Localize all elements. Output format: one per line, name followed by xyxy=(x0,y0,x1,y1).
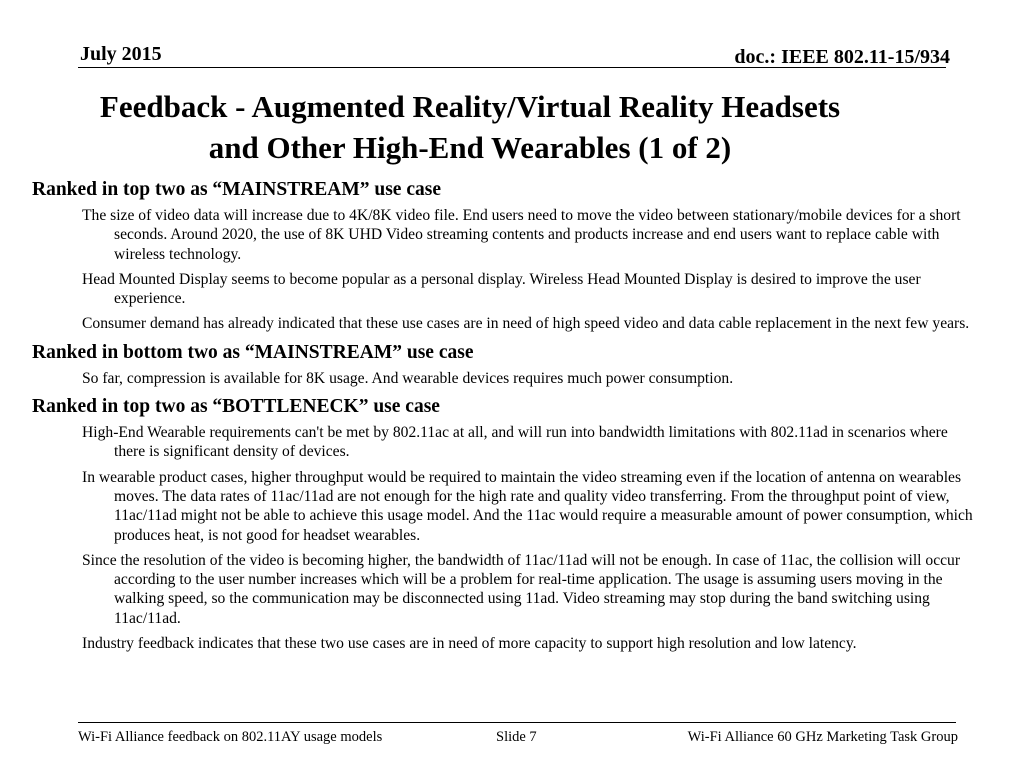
footer-slide-number: Slide 7 xyxy=(496,729,537,745)
bullet-item: So far, compression is available for 8K usage. And wearable devices requires much power consumption. xyxy=(82,369,734,387)
bullet-item: In wearable product cases, higher throughput would be required to maintain the video streaming even if the location of antenna on wearables moves. The data rates of 11ac/11ad are not enough for the high rate and quality video transferring. From the throughput point of view, 11ac/11ad might not be able to achieve this usage model. And the 11ac would require a measurable amount of power consumption, which produces heat, is not good for headset wearables. xyxy=(82,468,973,544)
bullet-item: Head Mounted Display seems to become popular as a personal display. Wireless Head Mounted Display is desired to improve the user experience. xyxy=(82,270,921,308)
footer-divider xyxy=(78,722,956,723)
slide-title xyxy=(20,86,920,168)
slide-title-line-1: Feedback - Augmented Reality/Virtual Reality Headsets xyxy=(99,89,841,124)
bullet-item: Industry feedback indicates that these two use cases are in need of more capacity to support high resolution and low latency. xyxy=(82,635,857,653)
footer-left-text: Wi-Fi Alliance feedback on 802.11AY usage models xyxy=(78,729,383,745)
section-heading-bottleneck-top: Ranked in top two as “BOTTLENECK” use case xyxy=(32,396,440,418)
bullet-item: Since the resolution of the video is becoming higher, the bandwidth of 11ac/11ad will not be enough. In case of 11ac, the collision will occur according to the user number increases which will be a problem for real-time application. The usage is assuming users moving in the walking speed, so the communication may be disconnected using 11ad. Video streaming may stop during the band switching using 11ac/11ad. xyxy=(82,551,961,627)
section-heading-mainstream-bottom: Ranked in bottom two as “MAINSTREAM” use case xyxy=(32,341,474,363)
bullet-item: The size of video data will increase due to 4K/8K video file. End users need to move the video between stationary/mobile devices for a short seconds. Around 2020, the use of 8K UHD Video streaming contents and products increase and end users want to replace cable with wireless technology. xyxy=(82,207,961,263)
bullet-item: Consumer demand has already indicated that these use cases are in need of high speed video and data cable replacement in the next few years. xyxy=(82,315,970,333)
slide-body xyxy=(32,177,982,659)
section-heading-mainstream-top: Ranked in top two as “MAINSTREAM” use case xyxy=(32,179,441,200)
bullet-item: High-End Wearable requirements can't be met by 802.11ac at all, and will run into bandwidth limitations with 802.11ad in scenarios where there is significant density of devices. xyxy=(82,424,948,461)
header-date: July 2015 xyxy=(80,43,162,65)
slide-title-line-2: and Other High-End Wearables (1 of 2) xyxy=(208,130,732,165)
footer-right-text: Wi-Fi Alliance 60 GHz Marketing Task Group xyxy=(687,729,958,745)
header-doc-id: doc.: IEEE 802.11-15/934 xyxy=(734,46,950,68)
header-divider xyxy=(78,67,946,68)
